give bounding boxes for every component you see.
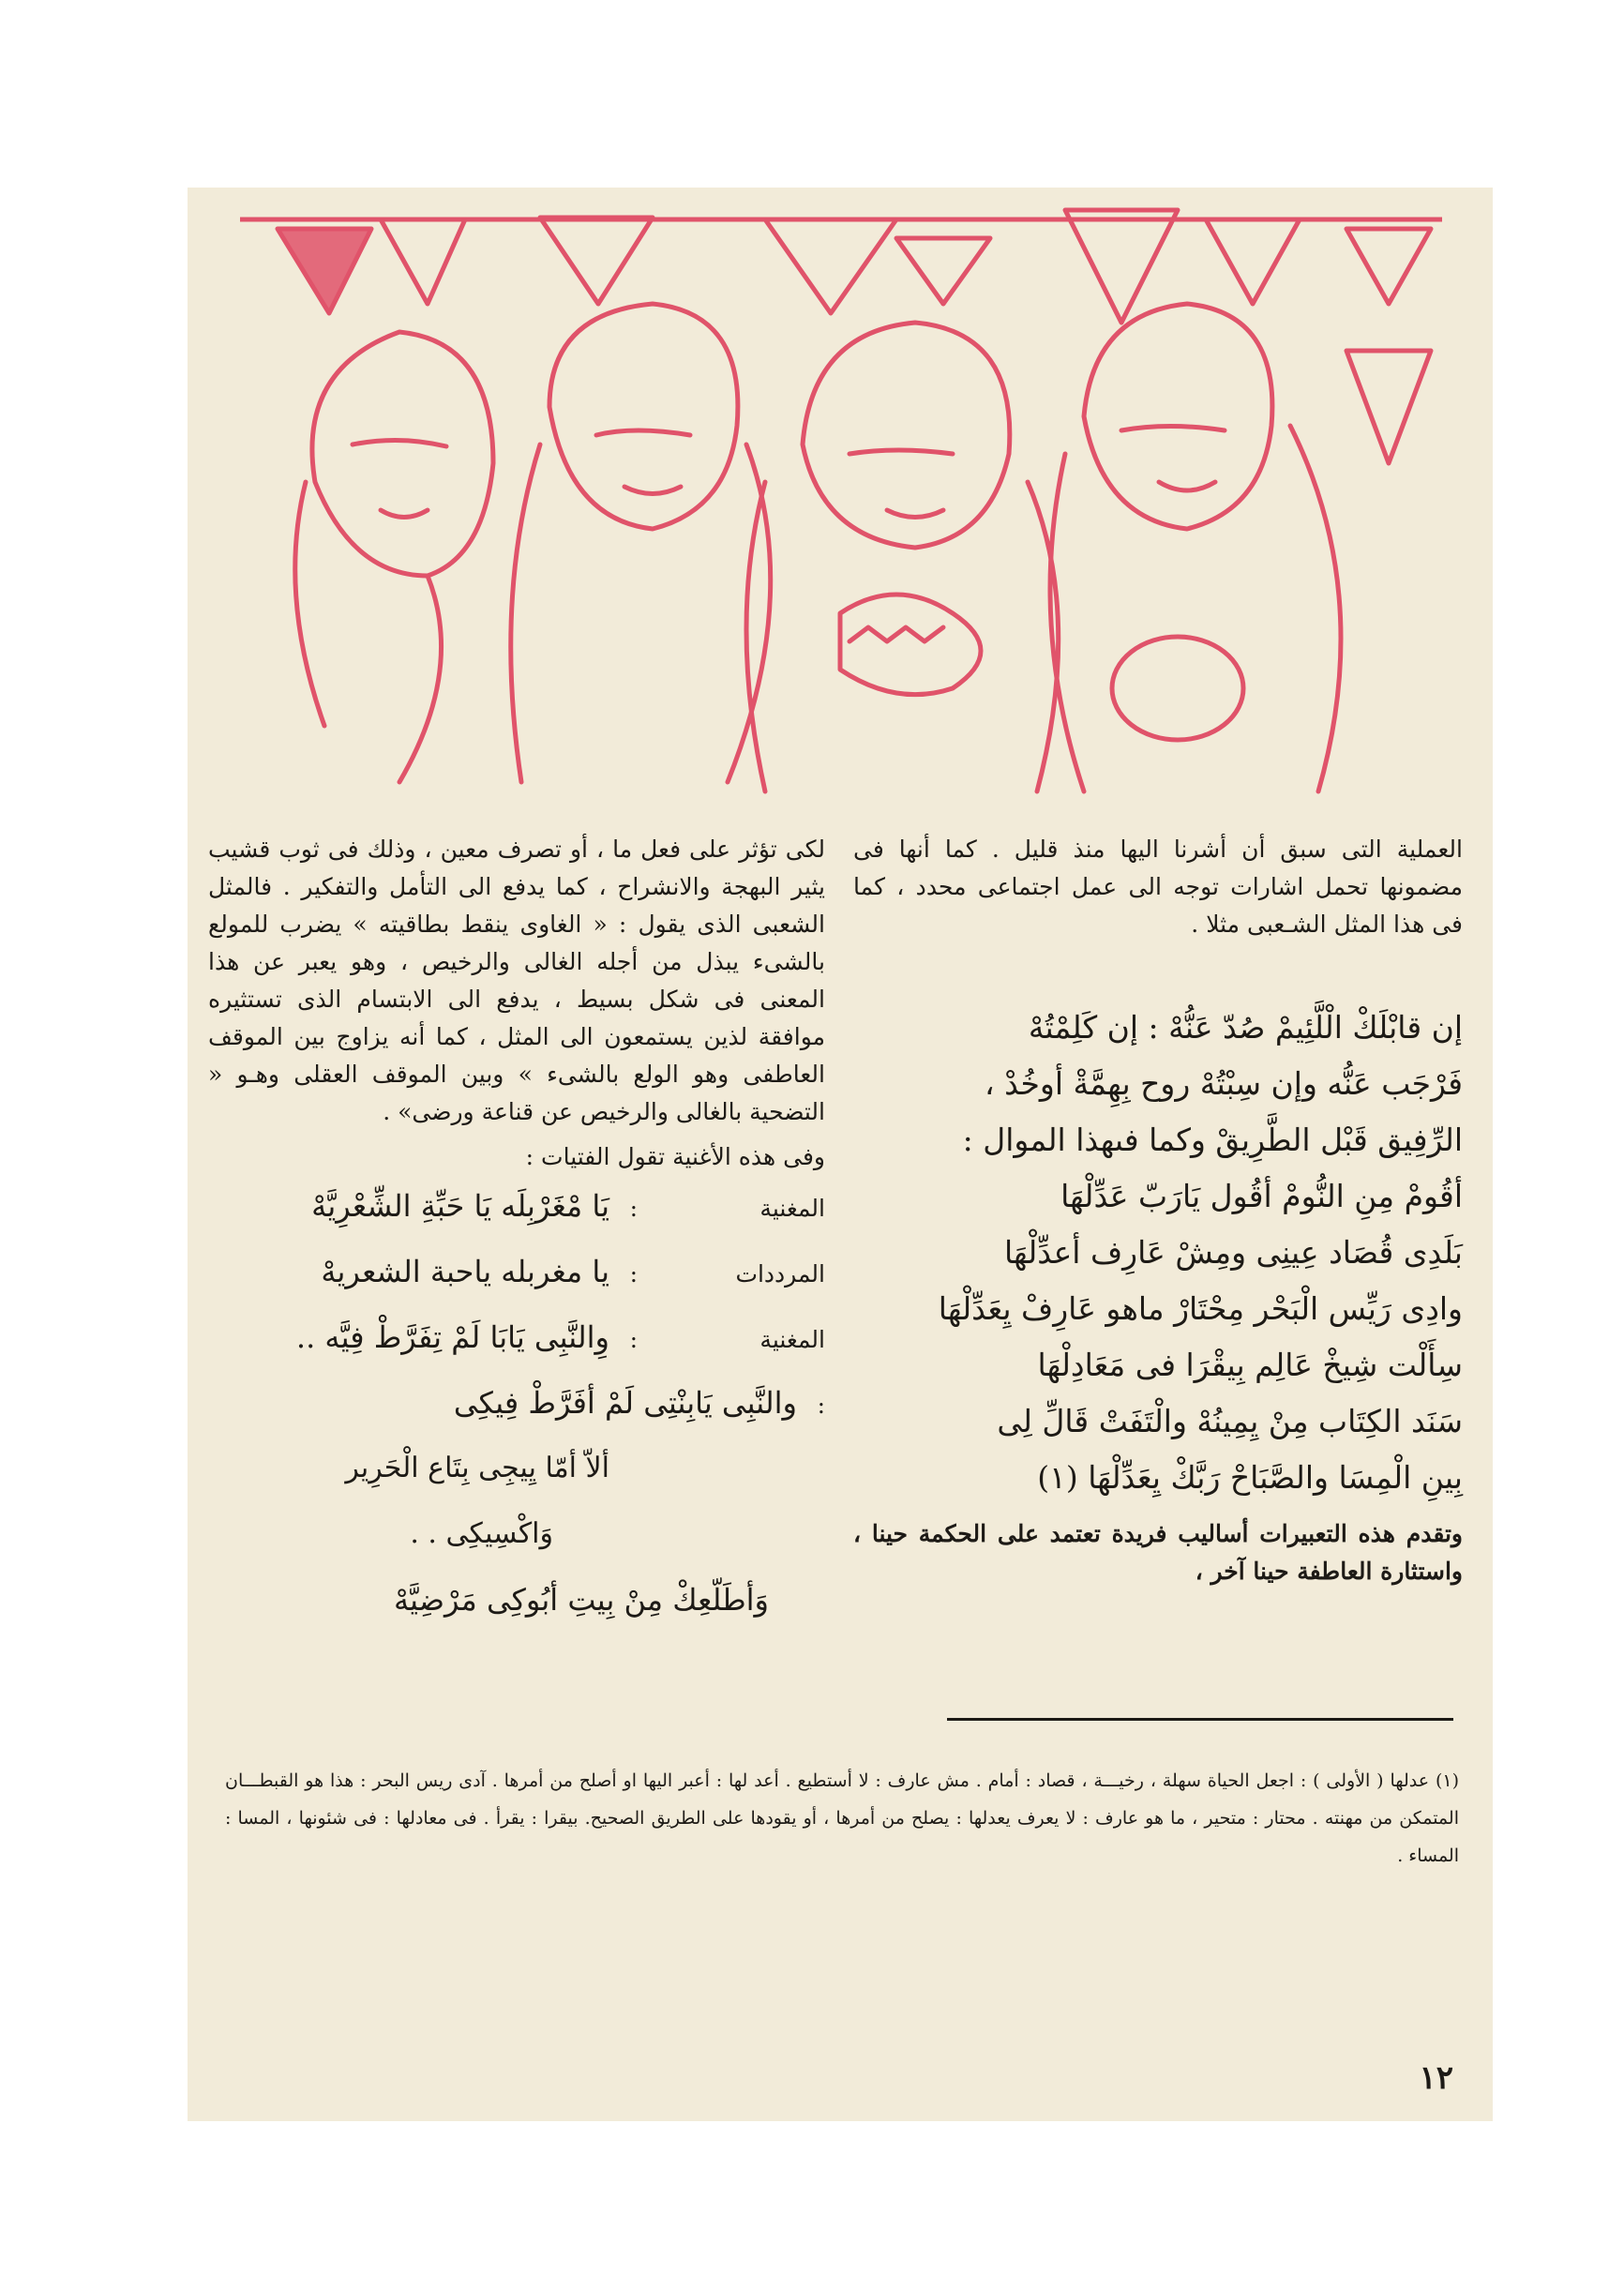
song-separator: : <box>629 1195 638 1222</box>
four-women-with-banners-icon <box>240 201 1442 801</box>
song-speaker: المغنية <box>759 1326 825 1353</box>
proverb-line: فَرْجَب عَنُّه وإن سِبْتُهْ روح بِهِمَّةْ أوخُدْ ، <box>985 1065 1463 1102</box>
song-line <box>208 1384 825 1450</box>
song-line <box>208 1253 825 1318</box>
song-lyric: وَاكْسِيكِى . . <box>410 1517 553 1550</box>
proverb-verses <box>853 1000 1463 1168</box>
song-line <box>208 1581 825 1647</box>
song-line <box>208 1187 825 1253</box>
mawwal-line: سِأَلْت شِيخْ عَالِم بِيقْرَا فى مَعَادِلْهَا <box>1037 1347 1463 1383</box>
song-speaker: المغنية <box>759 1195 825 1222</box>
proverb-line: إن قابْلَكْ الْلَّئِيمْ صُدّ عَنُّهْ : إن كَلِمْتُهْ <box>1028 1009 1463 1046</box>
closing-paragraph: وتقدم هذه التعبيرات أساليب فريدة تعتمد على الحكمة حينا ، واستثارة العاطفة حينا آخر ، <box>853 1520 1463 1585</box>
mawwal-line: سَنَد الكِتَاب مِنْ يِمِينُهْ والْتَفَتْ قَالِّ لِى <box>997 1403 1463 1439</box>
song-intro: وفى هذه الأغنية تقول الفتيات : <box>525 1143 825 1170</box>
body-paragraph: لكى تؤثر على فعل ما ، أو تصرف معين ، وذلك فى ثوب قشيب يثير البهجة والانشراح ، كما يدفع الى التأمل والتفكير . فالمثل الشعبى الذى يقول : « الغاوى ينقط بطاقيته » يضرب للمولع بالشىء يبذل من أجله الغالى والرخيص ، وهو يعبر عن هذا المعنى فى شكل بسيط ، يدفع الى الابتسام الذى تستثيره موافقة لذين يستمعون الى المثل ، كما أنه يزاوج بين الموقف العاطفى وهو الولع بالشىء » وبين الموقف العقلى وهـو « التضحية بالغالى والرخيص عن قناعة ورضى» . <box>208 836 825 1125</box>
left-column <box>208 831 825 1647</box>
mawwal-line: أقُومْ مِنِ النُّومْ أقُول يَارَبّ عَدِّلْهَا <box>1060 1178 1463 1214</box>
song-lyric: والنَّبِى يَابِنْتِى لَمْ أفَرَّطْ فِيكِى <box>453 1385 797 1421</box>
mawwal-line: بِينِ الْمِسَا والصَّبَاحْ رَبَّكْ يِعَدِّلْهَا (١) <box>1037 1459 1463 1496</box>
song-separator: : <box>629 1260 638 1288</box>
song-lyrics <box>208 1187 825 1647</box>
right-column <box>853 831 1463 1590</box>
song-separator: : <box>629 1326 638 1353</box>
song-line <box>208 1450 825 1515</box>
song-lyric: يَا مْغَرْبِلَه يَا حَبِّةِ الشِّعْرِيَّهْ <box>311 1188 609 1224</box>
song-speaker: المرددات <box>735 1260 825 1288</box>
mawwal-line: وادِى رَيِّس الْبَحْر مِحْتَارْ ماهو عَارِفْ يِعَدِّلْهَا <box>938 1290 1463 1327</box>
song-line <box>208 1318 825 1384</box>
song-lyric: وَأطَلّعِكْ مِنْ بِيتِ أبُوكِى مَرْضِيَّهْ <box>394 1582 769 1618</box>
footnote: (١) عدلها ( الأولى ) : اجعل الحياة سهلة ، رخيـــة ، قصاد : أمام . مش عارف : لا أستطيع . أعد لها : أعبر اليها او أصلح من أمرها . آدى ريس البحر : هذا هو القبطـــان المتمكن من مهنته . محتار : متحير ، ما هو عارف : لا يعرف يعدلها : يصلح من أمرها ، أو يقودها على الطريق الصحيح. بيقرا : يقرأ . فى معادلها : فى شئونها ، المسا : المساء . <box>225 1770 1459 1866</box>
magazine-page <box>188 188 1493 2121</box>
spacer <box>853 943 1463 1000</box>
illustration-four-women <box>240 201 1442 801</box>
song-lyric: وِالنَّبِى يَابَا لَمْ تِفَرَّطْ فِيَّه .. <box>295 1319 609 1355</box>
proverb-line: الرِّفِيق قَبْل الطَّرِيقْ وكما فىهذا الموال : <box>962 1122 1463 1158</box>
spacer <box>853 1506 1463 1515</box>
page-number: ١٢ <box>1419 2059 1453 2097</box>
intro-paragraph: العملية التى سبق أن أشرنا اليها منذ قليل . كما أنها فى مضمونها تحمل اشارات توجه الى عمل اجتماعى محدد ، كما فى هذا المثل الشـعبى مثلا . <box>853 836 1463 938</box>
mawwal-verses <box>853 1168 1463 1506</box>
song-lyric: ألاّ أمّا يِيجِى بِتَاع الْحَرِير <box>345 1452 609 1484</box>
song-lyric: يا مغربله ياحبة الشعريهْ <box>321 1254 609 1289</box>
song-separator: : <box>817 1392 825 1419</box>
song-line <box>208 1515 825 1581</box>
footnote-divider <box>947 1718 1453 1721</box>
mawwal-line: بَلَدِى قُصَاد عِينِى ومِشْ عَارِف أعدِّلْهَا <box>1003 1234 1463 1271</box>
